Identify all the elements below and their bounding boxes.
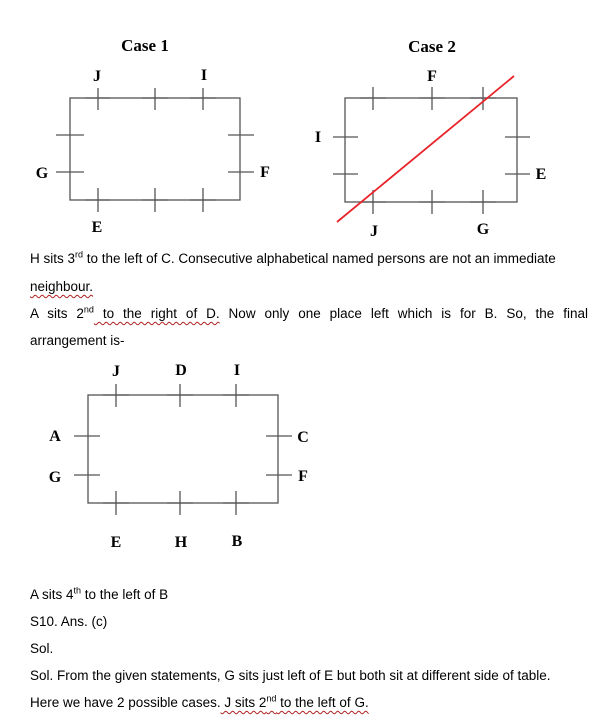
case2-label-g: G	[476, 221, 490, 238]
text-line-4: arrangement is-	[30, 333, 125, 348]
case1-title: Case 1	[121, 36, 169, 55]
case1-label-e: E	[91, 219, 103, 236]
case2-label-e: E	[535, 166, 547, 183]
final-label-c: C	[297, 429, 309, 446]
case2-table	[345, 98, 517, 202]
final-diagram	[74, 384, 292, 515]
text-line-1: H sits 3rd to the left of C. Consecutive alphabetical named persons are not an immediate	[30, 249, 556, 266]
final-label-e: E	[110, 534, 122, 551]
final-label-b: B	[231, 533, 243, 550]
case2-label-f: F	[427, 68, 437, 85]
case1-label-g: G	[35, 165, 49, 182]
final-label-a: A	[49, 428, 61, 445]
text-line-3: A sits 2nd to the right of D. Now only one place left which is for B. So, the final	[30, 304, 588, 321]
case2-title: Case 2	[408, 37, 456, 56]
case1-label-j: J	[93, 68, 101, 85]
final-label-g: G	[48, 469, 62, 486]
case1-label-i: I	[200, 67, 208, 84]
case2-label-j: J	[370, 223, 378, 240]
text-line-8: Sol. From the given statements, G sits just left of E but both sit at different side of table.	[30, 668, 551, 683]
text-line-5: A sits 4th to the left of B	[30, 585, 169, 602]
text-line-6: S10. Ans. (c)	[30, 614, 108, 629]
text-line-2: neighbour.	[30, 279, 94, 294]
final-table	[88, 395, 278, 503]
final-label-j: J	[112, 363, 120, 380]
case2-diagram	[333, 87, 530, 214]
text-line-9-underlined: J sits 2nd to the left of G.	[220, 693, 369, 710]
final-label-h: H	[174, 534, 188, 551]
final-label-d: D	[175, 362, 187, 379]
case1-label-f: F	[260, 164, 270, 181]
case1-table	[70, 98, 240, 200]
final-label-f: F	[298, 468, 308, 485]
case1-diagram	[56, 88, 254, 212]
final-label-i: I	[233, 362, 241, 379]
case2-label-i: I	[314, 129, 322, 146]
text-line-9: Here we have 2 possible cases. J sits 2nd to the left of G.	[30, 693, 369, 710]
text-line-7: Sol.	[30, 641, 54, 656]
